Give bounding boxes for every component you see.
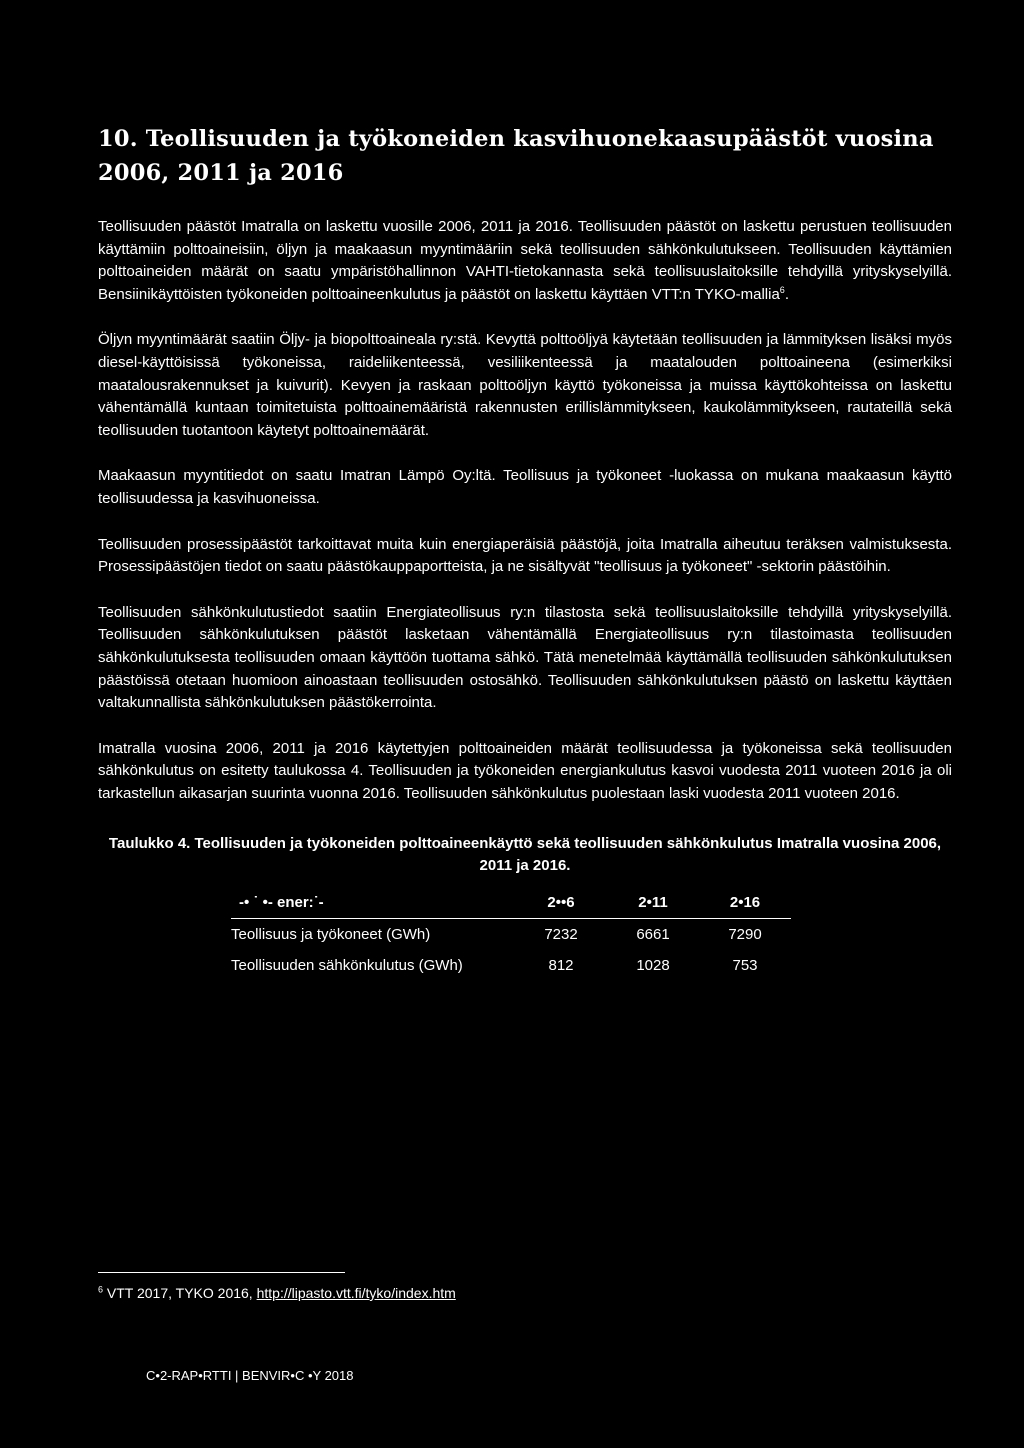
paragraph-emission-method-text: Teollisuuden päästöt Imatralla on laskettu vuosille 2006, 2011 ja 2016. Teollisuuden päästöt on laskettu perustuen teollisuuden käyttämiin polttoaineisiin, öljyn ja maakaasun myyntimääriin sekä teollisuuden sähkönkulutukseen. Teollisuuden käyttämien polttoaineiden määrät on saatu ympäristöhallinnon VAHTI-tietokannasta sekä teollisuuslaitoksille tehdyillä yrityskyselyillä. Bensiinikäyttöisten työkoneiden polttoaineenkulutus ja päästöt on laskettu käyttäen VTT:n TYKO-mallia	[98, 218, 952, 303]
table-cell-2016: 7290	[728, 926, 762, 944]
table-header-label: -• ˙ •- ener:˙-	[231, 887, 515, 919]
footnote-divider	[98, 1272, 345, 1273]
table-caption: Taulukko 4. Teollisuuden ja työkoneiden polttoaineenkäyttö sekä teollisuuden sähkönkulutus Imatralla vuosina 2006, 2011 ja 2016.	[108, 835, 942, 875]
table-header-2011: 2•11	[607, 887, 699, 919]
table-row-label: Teollisuuden sähkönkulutus (GWh)	[231, 957, 463, 975]
table-cell-2016: 753	[732, 957, 758, 975]
document-page	[98, 122, 952, 981]
paragraph-summary: Imatralla vuosina 2006, 2011 ja 2016 käytettyjen polttoaineiden määrät teollisuudessa ja työkoneissa sekä teollisuuden sähkönkulutus on esitetty taulukossa 4. Teollisuuden ja työkoneiden energiankulutus kasvoi vuodesta 2011 vuoteen 2016 ja oli tarkastellun aikasarjan suurinta vuonna 2016. Teollisuuden sähkönkulutus puolestaan laski vuodesta 2011 vuoteen 2016.	[98, 739, 952, 802]
energy-table	[231, 887, 791, 981]
table-cell-2011: 1028	[636, 957, 670, 975]
paragraph-electricity: Teollisuuden sähkönkulutustiedot saatiin Energiateollisuus ry:n tilastosta sekä teollisuuslaitoksille tehdyillä yrityskyselyillä. Teollisuuden sähkönkulutuksen päästöt lasketaan vähentämällä Energiateollisuus ry:n tilastoimasta teollisuuden sähkönkulutuksesta teollisuuden omaan käyttöön tuottama sähkö. Tätä menetelmää käyttämällä teollisuuden sähkönkulutuksen päästöissä otetaan huomioon ainoastaan teollisuuden ostosähkö. Teollisuuden sähkönkulutuksen päästö on laskettu käyttäen valtakunnallista sähkönkulutuksen päästökerrointa.	[98, 603, 952, 712]
paragraph-process-emissions: Teollisuuden prosessipäästöt tarkoittavat muita kuin energiaperäisiä päästöjä, joita Imatralla aiheutuu teräksen valmistuksesta. Prosessipäästöjen tiedot on saatu päästökauppaportteista, ja ne sisältyvät "teollisuus ja työkoneet" -sektorin päästöihin.	[98, 535, 952, 576]
table-cell-2006: 812	[548, 957, 574, 975]
paragraph-natural-gas: Maakaasun myyntitiedot on saatu Imatran Lämpö Oy:ltä. Teollisuus ja työkoneet -luokassa on mukana maakaasun käyttö teollisuudessa ja kasvihuoneissa.	[98, 467, 952, 507]
footnote-text: VTT 2017, TYKO 2016,	[103, 1285, 257, 1301]
footnote-link[interactable]: http://lipasto.vtt.fi/tyko/index.htm	[256, 1285, 456, 1301]
section-heading: 10. Teollisuuden ja työkoneiden kasvihuonekaasupäästöt vuosina 2006, 2011 ja 2016	[98, 126, 934, 186]
paragraph-end-punctuation: .	[784, 285, 789, 303]
footnote-reference[interactable]: 6	[779, 284, 785, 295]
table-row	[231, 919, 791, 951]
footnote-number: 6	[98, 1284, 104, 1295]
table-row	[231, 950, 791, 981]
table-row-label: Teollisuus ja työkoneet (GWh)	[231, 926, 431, 944]
footnote	[98, 1284, 456, 1302]
table-cell-2011: 6661	[636, 926, 670, 944]
table-header-2016: 2•16	[699, 887, 791, 919]
table-header-2006: 2••6	[515, 887, 607, 919]
table-header-row	[231, 887, 791, 919]
table-cell-2006: 7232	[544, 926, 578, 944]
paragraph-emission-method	[98, 216, 952, 306]
page-footer: C•2-RAP•RTTI | BENVIR•C •Y 2018	[146, 1368, 354, 1383]
paragraph-oil-sales: Öljyn myyntimäärät saatiin Öljy- ja biopolttoaineala ry:stä. Kevyttä polttoöljyä käytetään teollisuuden ja lämmityksen lisäksi myös diesel-käyttöisissä työkoneissa, raideliikenteessä, vesiliikenteessä ja maatalouden polttoaineena (esimerkiksi maatalousrakennukset ja kuivurit). Kevyen ja raskaan polttoöljyn käyttö työkoneissa ja muissa käyttökohteissa on laskettu vähentämällä kuntaan toimitetuista polttoainemääristä rakennusten erillislämmitykseen, kaukolämmitykseen, rautateillä sekä teollisuuden tuotantoon käytetyt polttoainemäärät.	[98, 331, 952, 439]
